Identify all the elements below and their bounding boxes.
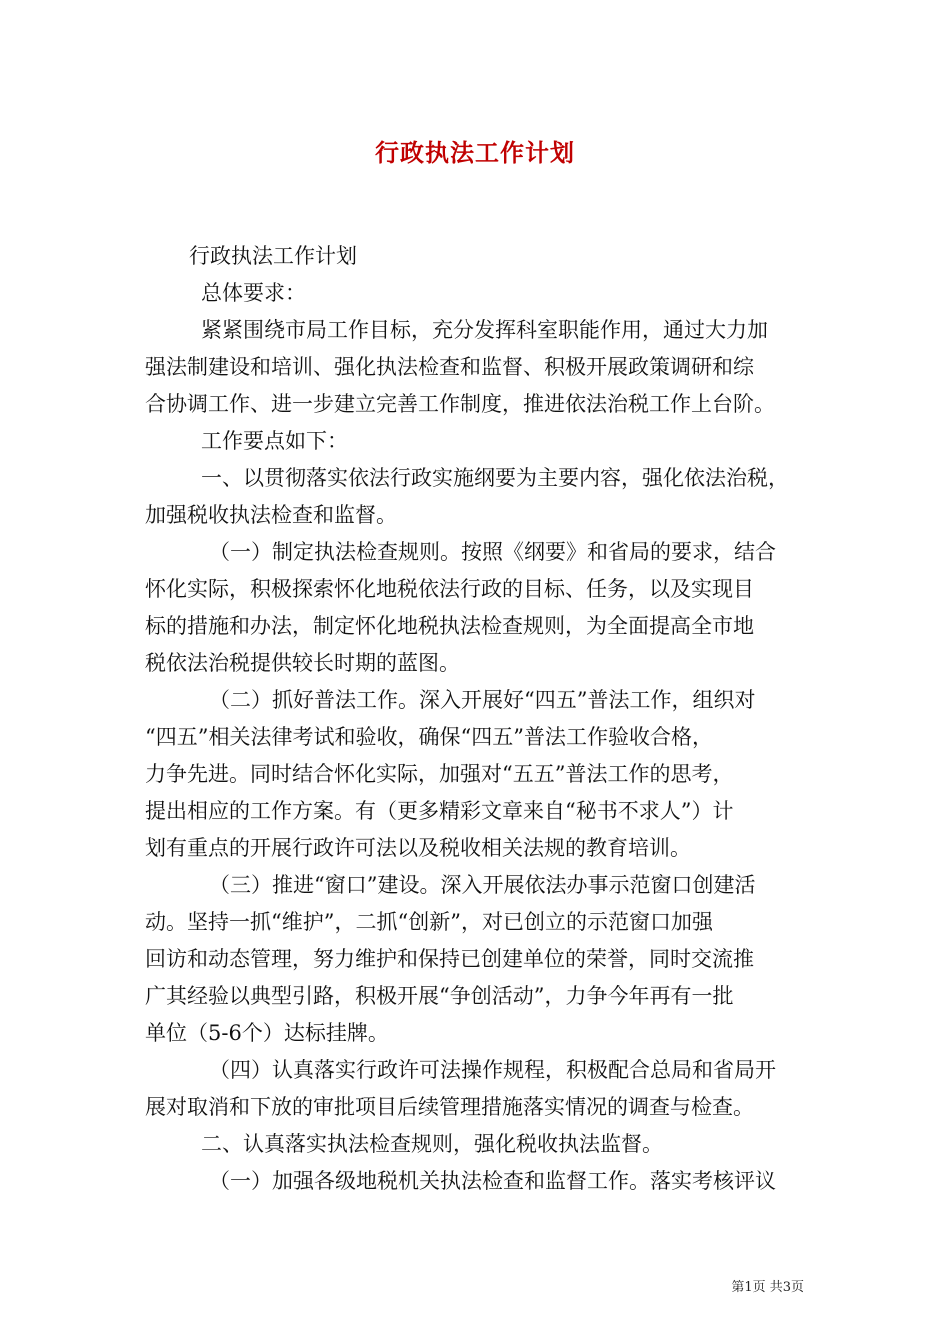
body-line: 力争先进。同时结合怀化实际，加强对“五五”普法工作的思考， [145, 762, 734, 786]
document-title: 行政执法工作计划 [375, 138, 575, 167]
body-line: 提出相应的工作方案。有（更多精彩文章来自“秘书不求人”）计 [145, 799, 734, 823]
body-line: （一）制定执法检查规则。按照《纲要》和省局的要求，结合 [209, 540, 776, 564]
body-line: 一、以贯彻落实依法行政实施纲要为主要内容，强化依法治税， [201, 466, 789, 490]
page-number: 第1页 共3页 [731, 1280, 804, 1295]
body-line: 广其经验以典型引路，积极开展“争创活动”，力争今年再有一批 [145, 984, 734, 1008]
document-body [145, 238, 807, 1200]
body-line: 加强税收执法检查和监督。 [145, 503, 397, 527]
body-line: 怀化实际，积极探索怀化地税依法行政的目标、任务，以及实现目 [145, 577, 754, 601]
body-line: 二、认真落实执法检查规则，强化税收执法监督。 [201, 1132, 663, 1156]
body-line: 行政执法工作计划 [189, 244, 357, 268]
body-line: 回访和动态管理，努力维护和保持已创建单位的荣誉，同时交流推 [145, 947, 754, 971]
body-line: （一）加强各级地税机关执法检查和监督工作。落实考核评议 [209, 1169, 776, 1193]
body-line: 税依法治税提供较长时期的蓝图。 [145, 651, 460, 675]
body-line: 展对取消和下放的审批项目后续管理措施落实情况的调查与检查。 [145, 1095, 754, 1119]
body-line: 工作要点如下： [201, 429, 348, 453]
body-line: （四）认真落实行政许可法操作规程，积极配合总局和省局开 [209, 1058, 776, 1082]
body-line: （三）推进“窗口”建设。深入开展依法办事示范窗口创建活 [209, 873, 756, 897]
body-line: 总体要求： [201, 281, 306, 305]
body-line: 划有重点的开展行政许可法以及税收相关法规的教育培训。 [145, 836, 691, 860]
body-line: 标的措施和办法，制定怀化地税执法检查规则，为全面提高全市地 [145, 614, 754, 638]
body-line: 动。坚持一抓“维护”，二抓“创新”，对已创立的示范窗口加强 [145, 910, 713, 934]
body-line: （二）抓好普法工作。深入开展好“四五”普法工作，组织对 [209, 688, 756, 712]
body-line: 单位（5-6个）达标挂牌。 [145, 1021, 389, 1045]
body-line: 合协调工作、进一步建立完善工作制度，推进依法治税工作上台阶。 [145, 392, 775, 416]
body-line: 紧紧围绕市局工作目标，充分发挥科室职能作用，通过大力加 [201, 318, 768, 342]
body-line: “四五”相关法律考试和验收，确保“四五”普法工作验收合格， [145, 725, 713, 749]
body-line: 强法制建设和培训、强化执法检查和监督、积极开展政策调研和综 [145, 355, 754, 379]
